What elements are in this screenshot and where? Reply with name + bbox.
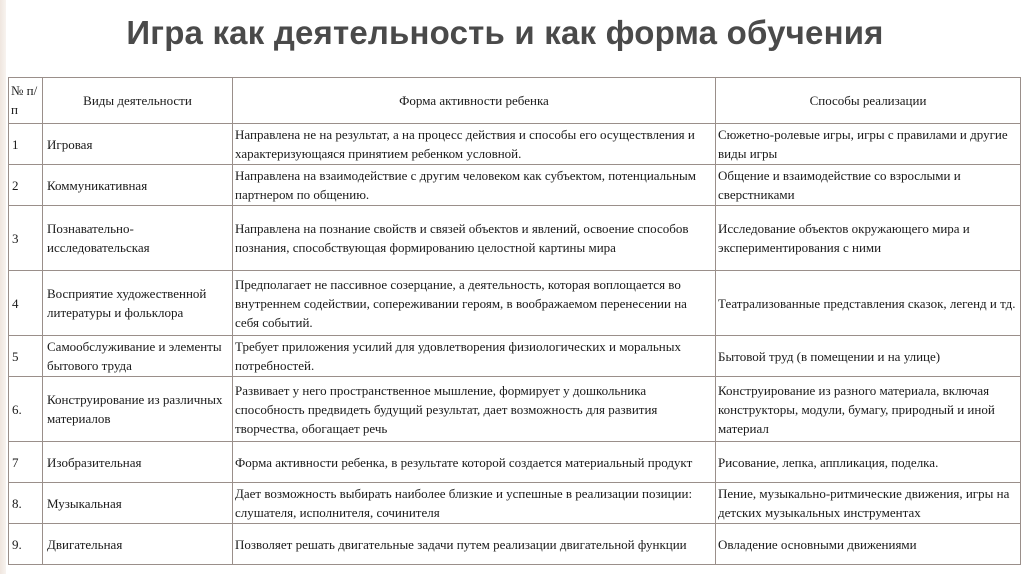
activities-table-container xyxy=(8,77,1020,565)
row-form: Направлена на познание свойств и связей объектов и явлений, освоение способов познания, способствующая формированию целостной картины мира xyxy=(233,206,716,271)
row-form: Развивает у него пространственное мышление, формирует у дошкольника способность предвидеть будущий результат, дает возможность для развития творчества, обогащает речь xyxy=(233,377,716,442)
row-num: 1 xyxy=(9,124,43,165)
row-methods: Театрализованные представления сказок, легенд и тд. xyxy=(716,271,1021,336)
row-type: Познавательно-исследовательская xyxy=(43,206,233,271)
row-num: 5 xyxy=(9,336,43,377)
row-methods: Общение и взаимодействие со взрослыми и сверстниками xyxy=(716,165,1021,206)
row-form: Позволяет решать двигательные задачи путем реализации двигательной функции xyxy=(233,524,716,565)
table-row xyxy=(9,524,1021,565)
row-type: Игровая xyxy=(43,124,233,165)
row-form: Форма активности ребенка, в результате которой создается материальный продукт xyxy=(233,442,716,483)
header-types: Виды деятельности xyxy=(43,78,233,124)
row-form: Дает возможность выбирать наиболее близкие и успешные в реализации позиции: слушателя, исполнителя, сочинителя xyxy=(233,483,716,524)
table-row xyxy=(9,442,1021,483)
row-methods: Исследование объектов окружающего мира и экспериментирования с ними xyxy=(716,206,1021,271)
header-num: № п/п xyxy=(9,78,43,124)
row-type: Двигательная xyxy=(43,524,233,565)
row-num: 8. xyxy=(9,483,43,524)
row-type: Восприятие художественной литературы и фольклора xyxy=(43,271,233,336)
table-row xyxy=(9,206,1021,271)
row-methods: Рисование, лепка, аппликация, поделка. xyxy=(716,442,1021,483)
row-form: Предполагает не пассивное созерцание, а деятельность, которая воплощается во внутреннем содействии, сопереживании героям, в воображаемом перенесении на себя событий. xyxy=(233,271,716,336)
row-type: Музыкальная xyxy=(43,483,233,524)
row-num: 7 xyxy=(9,442,43,483)
table-row xyxy=(9,336,1021,377)
header-methods: Способы реализации xyxy=(716,78,1021,124)
row-type: Конструирование из различных материалов xyxy=(43,377,233,442)
slide-title: Игра как деятельность и как форма обучения xyxy=(126,14,884,51)
row-form: Направлена на взаимодействие с другим человеком как субъектом, потенциальным партнером по общению. xyxy=(233,165,716,206)
row-methods: Овладение основными движениями xyxy=(716,524,1021,565)
table-row xyxy=(9,483,1021,524)
table-header-row xyxy=(9,78,1021,124)
activities-table xyxy=(8,77,1021,565)
row-type: Изобразительная xyxy=(43,442,233,483)
decorative-left-strip xyxy=(0,0,6,574)
row-methods: Сюжетно-ролевые игры, игры с правилами и другие виды игры xyxy=(716,124,1021,165)
row-num: 2 xyxy=(9,165,43,206)
row-form: Требует приложения усилий для удовлетворения физиологических и моральных потребностей. xyxy=(233,336,716,377)
row-type: Самообслуживание и элементы бытового труда xyxy=(43,336,233,377)
row-num: 3 xyxy=(9,206,43,271)
row-form: Направлена не на результат, а на процесс действия и способы его осуществления и характеризующаяся принятием ребенком условной. xyxy=(233,124,716,165)
row-methods: Пение, музыкально-ритмические движения, игры на детских музыкальных инструментах xyxy=(716,483,1021,524)
row-num: 6. xyxy=(9,377,43,442)
row-num: 4 xyxy=(9,271,43,336)
header-form: Форма активности ребенка xyxy=(233,78,716,124)
table-row xyxy=(9,377,1021,442)
row-num: 9. xyxy=(9,524,43,565)
table-row xyxy=(9,165,1021,206)
row-type: Коммуникативная xyxy=(43,165,233,206)
table-row xyxy=(9,271,1021,336)
table-row xyxy=(9,124,1021,165)
row-methods: Конструирование из разного материала, включая конструкторы, модули, бумагу, природный и иной материал xyxy=(716,377,1021,442)
row-methods: Бытовой труд (в помещении и на улице) xyxy=(716,336,1021,377)
